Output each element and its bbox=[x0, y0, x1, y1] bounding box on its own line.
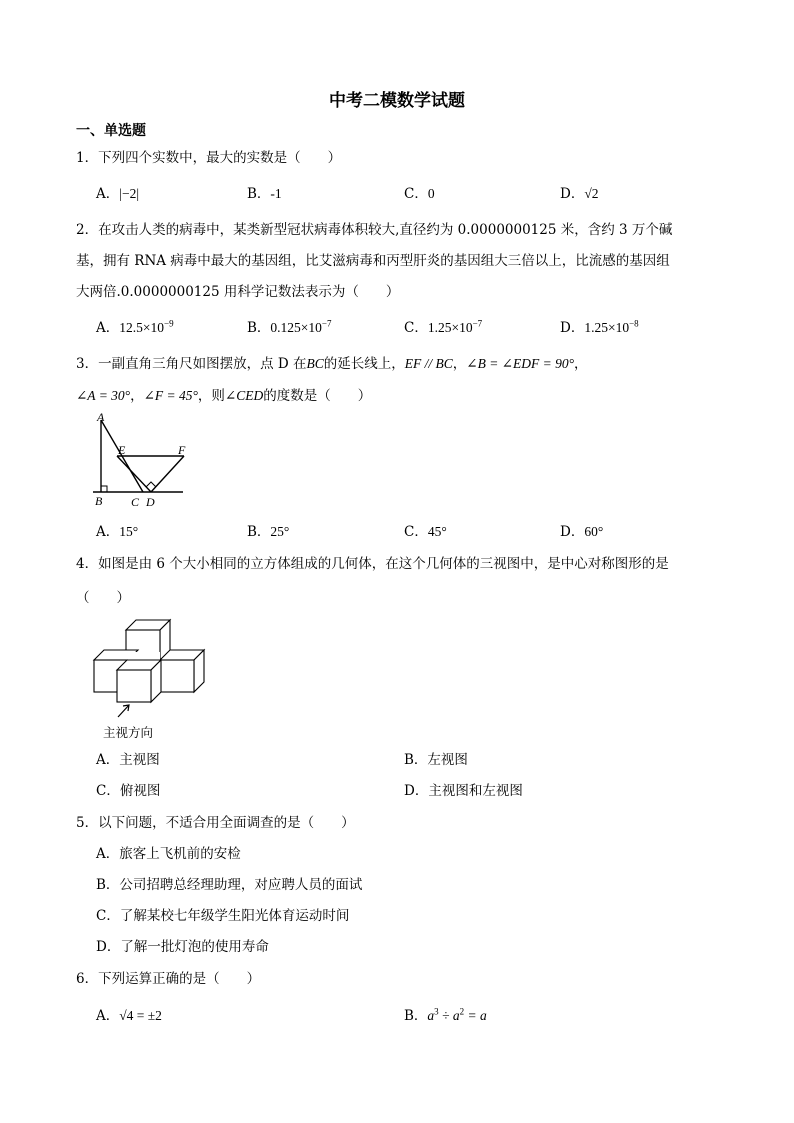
q5-option-d[interactable]: D．了解一批灯泡的使用寿命 bbox=[96, 939, 269, 955]
figure-caption: 主视方向 bbox=[103, 725, 154, 740]
question-2-line-1: 2．在攻击人类的病毒中，某类新型冠状病毒体积较大,直径约为 0.0000000125 米，含约 3 万个碱 bbox=[76, 222, 673, 238]
q1-option-d[interactable]: D．√2 bbox=[560, 186, 599, 202]
label-c: C bbox=[131, 495, 140, 509]
question-4-line-2: （ ） bbox=[76, 590, 130, 606]
view-direction-arrow bbox=[118, 705, 129, 717]
q4-option-d[interactable]: D．主视图和左视图 bbox=[404, 783, 523, 799]
q1-option-a[interactable]: A．|−2| bbox=[96, 186, 140, 202]
q3-option-b[interactable]: B．25° bbox=[247, 524, 290, 540]
label-a: A bbox=[97, 410, 105, 424]
label-d: D bbox=[146, 495, 155, 509]
question-5-stem: 5．以下问题，不适合用全面调查的是（ ） bbox=[76, 815, 355, 831]
q2-option-a[interactable]: A．$12.5\times 10^{-9}$ bbox=[96, 318, 174, 336]
q3-option-c[interactable]: C．45° bbox=[404, 524, 447, 540]
question-4-line-1: 4．如图是由 6 个大小相同的立方体组成的几何体，在这个几何体的三视图中，是中心对称图形的是 bbox=[76, 556, 669, 572]
triangle-set-figure bbox=[88, 410, 188, 510]
q2-option-d[interactable]: D．$1.25\times 10^{-8}$ bbox=[560, 318, 639, 336]
question-3-line-2: ∠A = 30°，∠F = 45°，则∠CED的度数是（ ） bbox=[76, 388, 372, 404]
q4-option-c[interactable]: C．俯视图 bbox=[96, 783, 161, 799]
label-f: F bbox=[178, 443, 186, 457]
q1-option-b[interactable]: B．-1 bbox=[247, 186, 282, 202]
q5-option-a[interactable]: A．旅客上飞机前的安检 bbox=[96, 846, 241, 862]
right-angle-mark-b bbox=[101, 486, 107, 492]
question-1-stem: 1．下列四个实数中，最大的实数是（ ） bbox=[76, 150, 342, 166]
right-angle-mark-d bbox=[146, 482, 156, 487]
question-2-line-2: 基，拥有 RNA 病毒中最大的基因组，比艾滋病毒和丙型肝炎的基因组大三倍以上，比流感的基因组 bbox=[76, 253, 670, 269]
question-3-line-1: 3．一副直角三角尺如图摆放，点 D 在BC的延长线上，EF // BC，∠B = ∠EDF = 90°， bbox=[76, 356, 588, 372]
q6-option-a[interactable]: A．√4 = ±2 bbox=[96, 1008, 162, 1024]
q1-option-c[interactable]: C．0 bbox=[404, 186, 435, 202]
q3-option-a[interactable]: A．15° bbox=[96, 524, 139, 540]
q6-option-b[interactable]: B．$a^3 \div a^2 = a$ bbox=[404, 1006, 487, 1024]
question-2-line-3: 大两倍.0.0000000125 用科学记数法表示为（ ） bbox=[76, 284, 400, 300]
q4-option-b[interactable]: B．左视图 bbox=[404, 752, 468, 768]
section-heading: 一、单选题 bbox=[76, 123, 146, 139]
cubes-figure bbox=[88, 614, 210, 718]
q4-option-a[interactable]: A．主视图 bbox=[96, 752, 160, 768]
q2-option-c[interactable]: C．$1.25\times 10^{-7}$ bbox=[404, 318, 483, 336]
page-title: 中考二模数学试题 bbox=[329, 91, 465, 111]
label-e: E bbox=[118, 443, 126, 457]
q5-option-c[interactable]: C．了解某校七年级学生阳光体育运动时间 bbox=[96, 908, 350, 924]
label-b: B bbox=[95, 494, 103, 508]
question-6-stem: 6．下列运算正确的是（ ） bbox=[76, 971, 261, 987]
q3-option-d[interactable]: D．60° bbox=[560, 524, 604, 540]
q2-option-b[interactable]: B．$0.125\times 10^{-7}$ bbox=[247, 318, 332, 336]
q5-option-b[interactable]: B．公司招聘总经理助理，对应聘人员的面试 bbox=[96, 877, 363, 893]
